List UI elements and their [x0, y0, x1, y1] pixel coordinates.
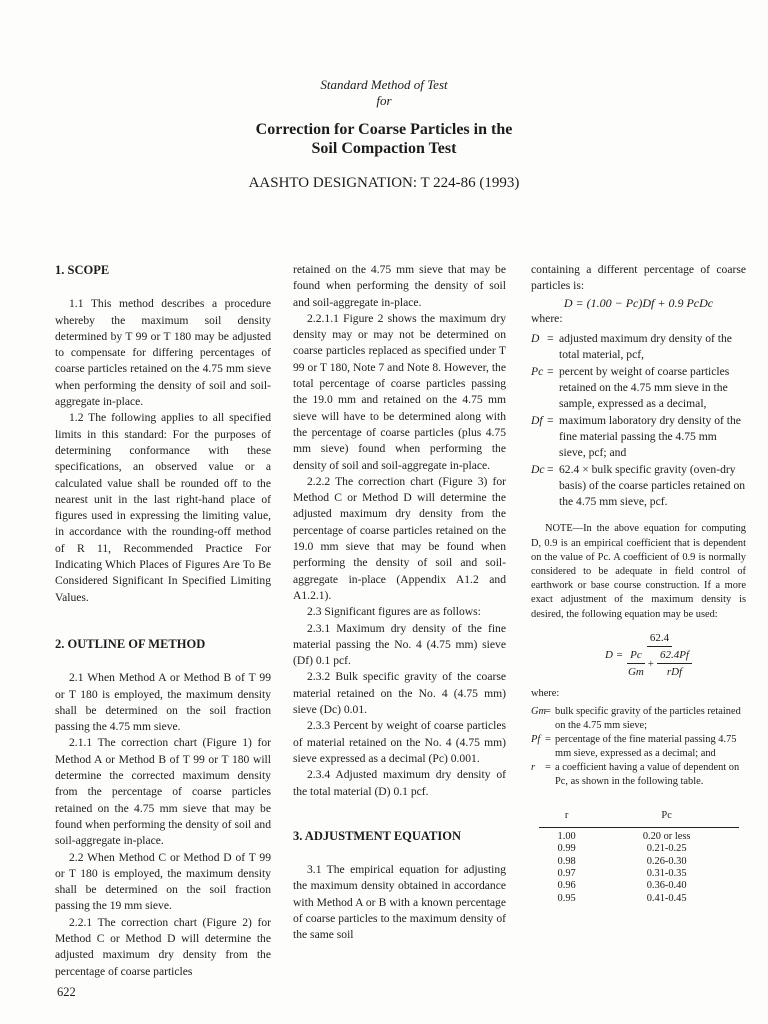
definition-row: Dc = 62.4 × bulk specific gravity (oven-dry basis) of the coarse particles retained on the 4.75 mm sieve, pcf. — [531, 462, 746, 509]
for-label: for — [376, 93, 392, 108]
definition-row: Pf = percentage of the fine material passing 4.75 mm sieve, expressed as a decimal; and — [531, 733, 737, 759]
definition-row: r = a coefficient having a value of dependent on Pc, as shown in the following table. — [531, 761, 740, 787]
para-2-2-1-1: 2.2.1.1 Figure 2 shows the maximum dry density may or may not be determined on coarse particles replaced as specified under T 99 or T 180, Note 7 and Note 8. However, the total percentage of coarse particles passing the 19.0 mm and retained on the 4.75 mm sieve will have to be determined along with the percentage of coarse particles (plus 4.75 mm sieve) found when performing the density of soil and soil-aggregate in-place. — [293, 311, 506, 472]
para-2-1-1: 2.1.1 The correction chart (Figure 1) for Method A or Method B of T 99 or T 180 will determine the corrected maximum density from the percentage of coarse particles retained on the 4.75 mm sieve that may be found when performing the density of soil and soil-aggregate in-place. — [55, 736, 271, 848]
para-2-2-2: 2.2.2 The correction chart (Figure 3) for Method C or Method D will determine the adjusted maximum dry density from the percentage of coarse particles retained on the 19.0 mm sieve that may be found when performing the density of soil and soil-aggregate in-place (Appendix A1.2 and A1.2.1). — [293, 474, 506, 602]
outline-heading: 2. OUTLINE OF METHOD — [55, 636, 206, 651]
table-row: 0.98 0.26-0.30 — [557, 855, 687, 867]
title-line-2: Soil Compaction Test — [311, 140, 457, 157]
coefficient-table — [539, 807, 739, 905]
para-1-2: 1.2 The following applies to all specified limits in this standard: For the purposes of determining conformance with these specifications, an observed value or a calculated value shall be rounded off to the nearest unit in the last right-hand place of figures used in expressing the limiting value, in accordance with the rounding-off method of R 11, Recommended Practice For Indicating Which Places of Figures Are To Be Considered Significant In Specified Limiting Values. — [55, 411, 271, 604]
para-2-2: 2.2 When Method C or Method D of T 99 or T 180 is employed, the maximum density shall be determined on the soil fraction passing the 19 mm sieve. — [55, 850, 271, 913]
para-1-1: 1.1 This method describes a procedure whereby the maximum soil density determined by T 99 or T 180 may be adjusted to compensate for differing percentages of coarse particles retained on the 4.75 mm sieve when performing the density of soil and soil-aggregate in-place. — [55, 297, 271, 409]
definitions-2 — [531, 705, 746, 789]
table-row: 1.00 0.20 or less — [557, 831, 691, 843]
table-row: 0.97 0.31-0.35 — [557, 867, 687, 879]
para-2-1: 2.1 When Method A or Method B of T 99 or T 180 is employed, the maximum density shall be determined on the soil fraction passing the 4.75 mm sieve. — [55, 671, 271, 734]
para-3-1-cont: containing a different percentage of coarse particles is: — [531, 263, 746, 293]
table-header-r: r — [539, 807, 594, 828]
table-row: 0.95 0.41-0.45 — [557, 892, 687, 904]
column-2 — [293, 262, 506, 944]
para-2-3: 2.3 Significant figures are as follows: — [307, 605, 481, 619]
para-2-2-1-cont: retained on the 4.75 mm sieve that may be found when performing the density of soil and soil-aggregate in-place. — [293, 263, 506, 309]
para-2-2-1: 2.2.1 The correction chart (Figure 2) for Method C or Method D will determine the adjusted maximum dry density from the percentage of coarse particles — [55, 915, 271, 978]
table-row: 0.99 0.21-0.25 — [557, 843, 687, 855]
definition-row: Gm = bulk specific gravity of the particles retained on the 4.75 mm sieve; — [531, 705, 741, 731]
table-row: 0.96 0.36-0.40 — [557, 880, 687, 892]
where-label-2: where: — [531, 687, 560, 699]
scope-heading: 1. SCOPE — [55, 263, 110, 277]
para-3-1: 3.1 The empirical equation for adjusting the maximum density obtained in accordance with Method A or B with a known percentage of coarse particles to the maximum density of the same soil — [293, 863, 506, 942]
table-header-pc: Pc — [594, 807, 739, 828]
definition-row: D = adjusted maximum dry density of the total material, pcf, — [531, 332, 732, 362]
designation: AASHTO DESIGNATION: T 224-86 (1993) — [248, 175, 520, 191]
alternate-equation: D = 62.4 Pc Gm + 62.4Pf rDf — [551, 630, 746, 681]
column-3 — [531, 262, 746, 905]
para-2-3-1: 2.3.1 Maximum dry density of the fine material passing the No. 4 (4.75 mm) sieve (Df) 0.1 pcf. — [293, 621, 506, 668]
para-2-3-4: 2.3.4 Adjusted maximum dry density of the total material (D) 0.1 pcf. — [293, 768, 506, 798]
para-2-3-2: 2.3.2 Bulk specific gravity of the coarse material retained on the No. 4 (4.75 mm) sieve (Dc) 0.01. — [293, 670, 506, 717]
page-number: 622 — [57, 985, 76, 999]
column-1 — [55, 262, 271, 980]
standard-label: Standard Method of Test — [320, 77, 448, 92]
adjustment-heading: 3. ADJUSTMENT EQUATION — [293, 828, 461, 843]
title-line-1: Correction for Coarse Particles in the — [255, 121, 513, 138]
para-2-3-3: 2.3.3 Percent by weight of coarse particles of material retained on the No. 4 (4.75 mm) sieve expressed as a decimal (Pc) 0.001. — [293, 719, 506, 765]
where-label-1: where: — [531, 311, 563, 325]
note: NOTE—In the above equation for computing D, 0.9 is an empirical coefficient that is dependent on the value of Pc. A coefficient of 0.9 is normally considered to be adequate in field control of earthwork or base course construction. If a more exact adjustment of the maximum density is desired, the following equation may be used: — [531, 523, 746, 620]
definition-row: Df = maximum laboratory dry density of the fine material passing the 4.75 mm sieve, pcf; and — [531, 413, 741, 460]
definitions-1 — [531, 331, 746, 510]
adjustment-equation: D = (1.00 − Pc)Df + 0.9 PcDc — [563, 295, 714, 310]
definition-row: Pc = percent by weight of coarse particles retained on the 4.75 mm sieve in the sample, expressed as a decimal, — [531, 364, 730, 411]
